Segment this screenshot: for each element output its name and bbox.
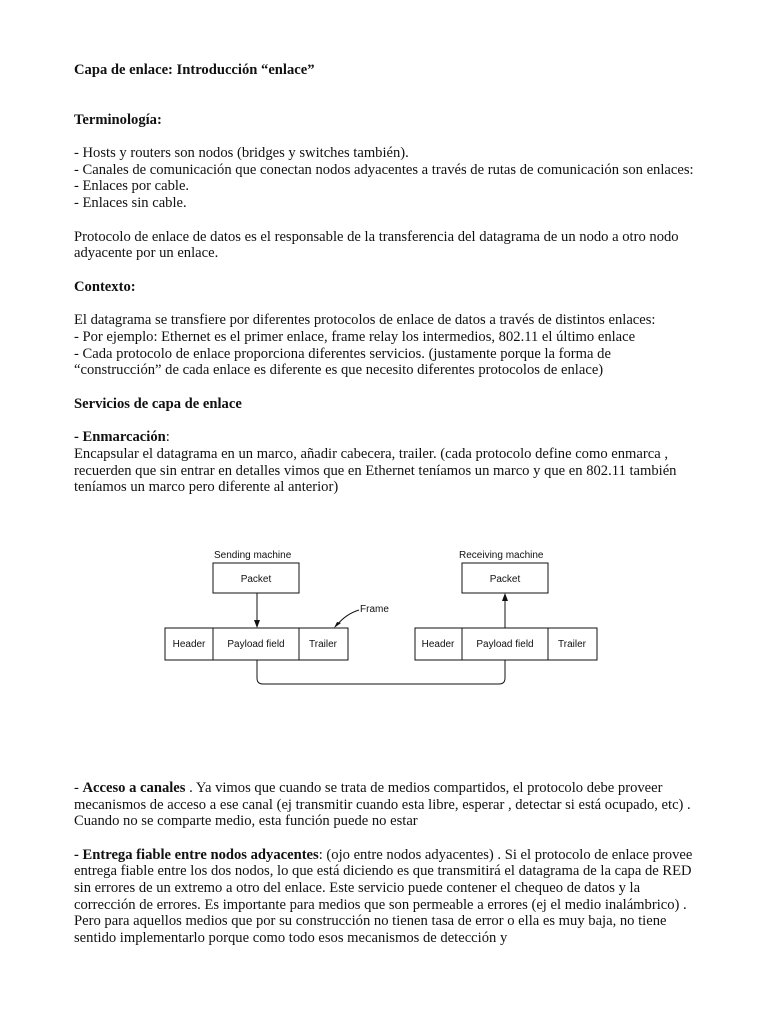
terminologia-line-2: - Canales de comunicación que conectan nodos adyacentes a través de rutas de comunicación son enlaces: [74, 161, 694, 178]
entrega-label: Entrega fiable entre nodos adyacentes [82, 846, 319, 863]
frame-pointer-line [337, 610, 359, 625]
acceso-prefix: - [74, 780, 83, 796]
contexto-line-3: - Cada protocolo de enlace proporciona diferentes servicios. (justamente porque la forma de “construcción” de cada enlace es diferente es que necesito diferentes protocolos de enlace) [74, 345, 611, 379]
acceso-label: Acceso a canales [82, 780, 186, 796]
receiving-payload-label: Payload field [476, 639, 534, 650]
entrega-paragraph [74, 847, 698, 947]
enmarcacion-label: Enmarcación [82, 429, 166, 446]
contexto-line-1: El datagrama se transfiere por diferentes protocolos de enlace de datos a través de distintos enlaces: [74, 312, 656, 329]
frame-pointer-head [334, 622, 341, 628]
terminologia-line-4: - Enlaces sin cable. [74, 194, 187, 211]
receiving-header-label: Header [421, 639, 455, 650]
up-arrow-head [502, 593, 508, 601]
protocolo-paragraph: Protocolo de enlace de datos es el responsable de la transferencia del datagrama de un nodo a otro nodo adyacente por un enlace. [74, 228, 679, 262]
sending-payload-label: Payload field [227, 639, 285, 650]
sending-packet-label: Packet [240, 574, 272, 585]
link-connector [257, 660, 505, 684]
acceso-paragraph [74, 780, 698, 830]
entrega-prefix: - [74, 846, 83, 863]
entrega-text: : (ojo entre nodos adyacentes) . Si el protocolo de enlace provee entrega fiable entre los dos nodos, lo que está diciendo es que transmitirá el datagrama de la capa de RED sin errores de un extremo a otro del enlace. Este servicio puede contener el chequeo de datos y la corrección de errores. Es importante para medios que son permeable a errores (ej el medio inalámbrico) . Pero para aquellos medios que por su construcción no tienen tasa de error o ella es muy baja, no tiene sentido implementarlo porque como todo esos mecanismos de detección y [74, 846, 693, 946]
servicios-heading: Servicios de capa de enlace [74, 395, 242, 412]
sending-trailer-label: Trailer [309, 639, 337, 650]
acceso-text: . Ya vimos que cuando se trata de medios compartidos, el protocolo debe proveer mecanismos de acceso a ese canal (ej transmitir cuando esta libre, esperar , detectar si está ocupado, etc) . Cuando no se comparte medio, esta función puede no estar [74, 780, 691, 830]
sending-header-label: Header [172, 639, 206, 650]
enmarcacion-suffix: : [165, 429, 170, 446]
frame-diagram [160, 546, 600, 686]
contexto-heading: Contexto: [74, 278, 136, 295]
document-body-continued [74, 780, 698, 946]
enmarcacion-prefix: - [74, 429, 83, 446]
contexto-line-2: - Por ejemplo: Ethernet es el primer enlace, frame relay los intermedios, 802.11 el último enlace [74, 328, 636, 345]
receiving-packet-label: Packet [489, 574, 521, 585]
enmarcacion-text: Encapsular el datagrama en un marco, añadir cabecera, trailer. (cada protocolo define como enmarca , recuerden que sin entrar en detalles vimos que en Ethernet teníamos un marco y que en 802.11 también teníamos un marco pero diferente al anterior) [74, 445, 677, 496]
enmarcacion-heading [74, 429, 698, 446]
frame-label: Frame [360, 604, 389, 615]
terminologia-heading: Terminología: [74, 111, 162, 128]
receiving-machine-label: Receiving machine [459, 550, 544, 561]
document-body [74, 62, 698, 496]
terminologia-line-1: - Hosts y routers son nodos (bridges y switches también). [74, 145, 409, 162]
document-title: Capa de enlace: Introducción “enlace” [74, 62, 315, 78]
terminologia-line-3: - Enlaces por cable. [74, 178, 190, 195]
sending-machine-label: Sending machine [214, 550, 292, 561]
down-arrow-head [254, 620, 260, 628]
receiving-trailer-label: Trailer [558, 639, 586, 650]
